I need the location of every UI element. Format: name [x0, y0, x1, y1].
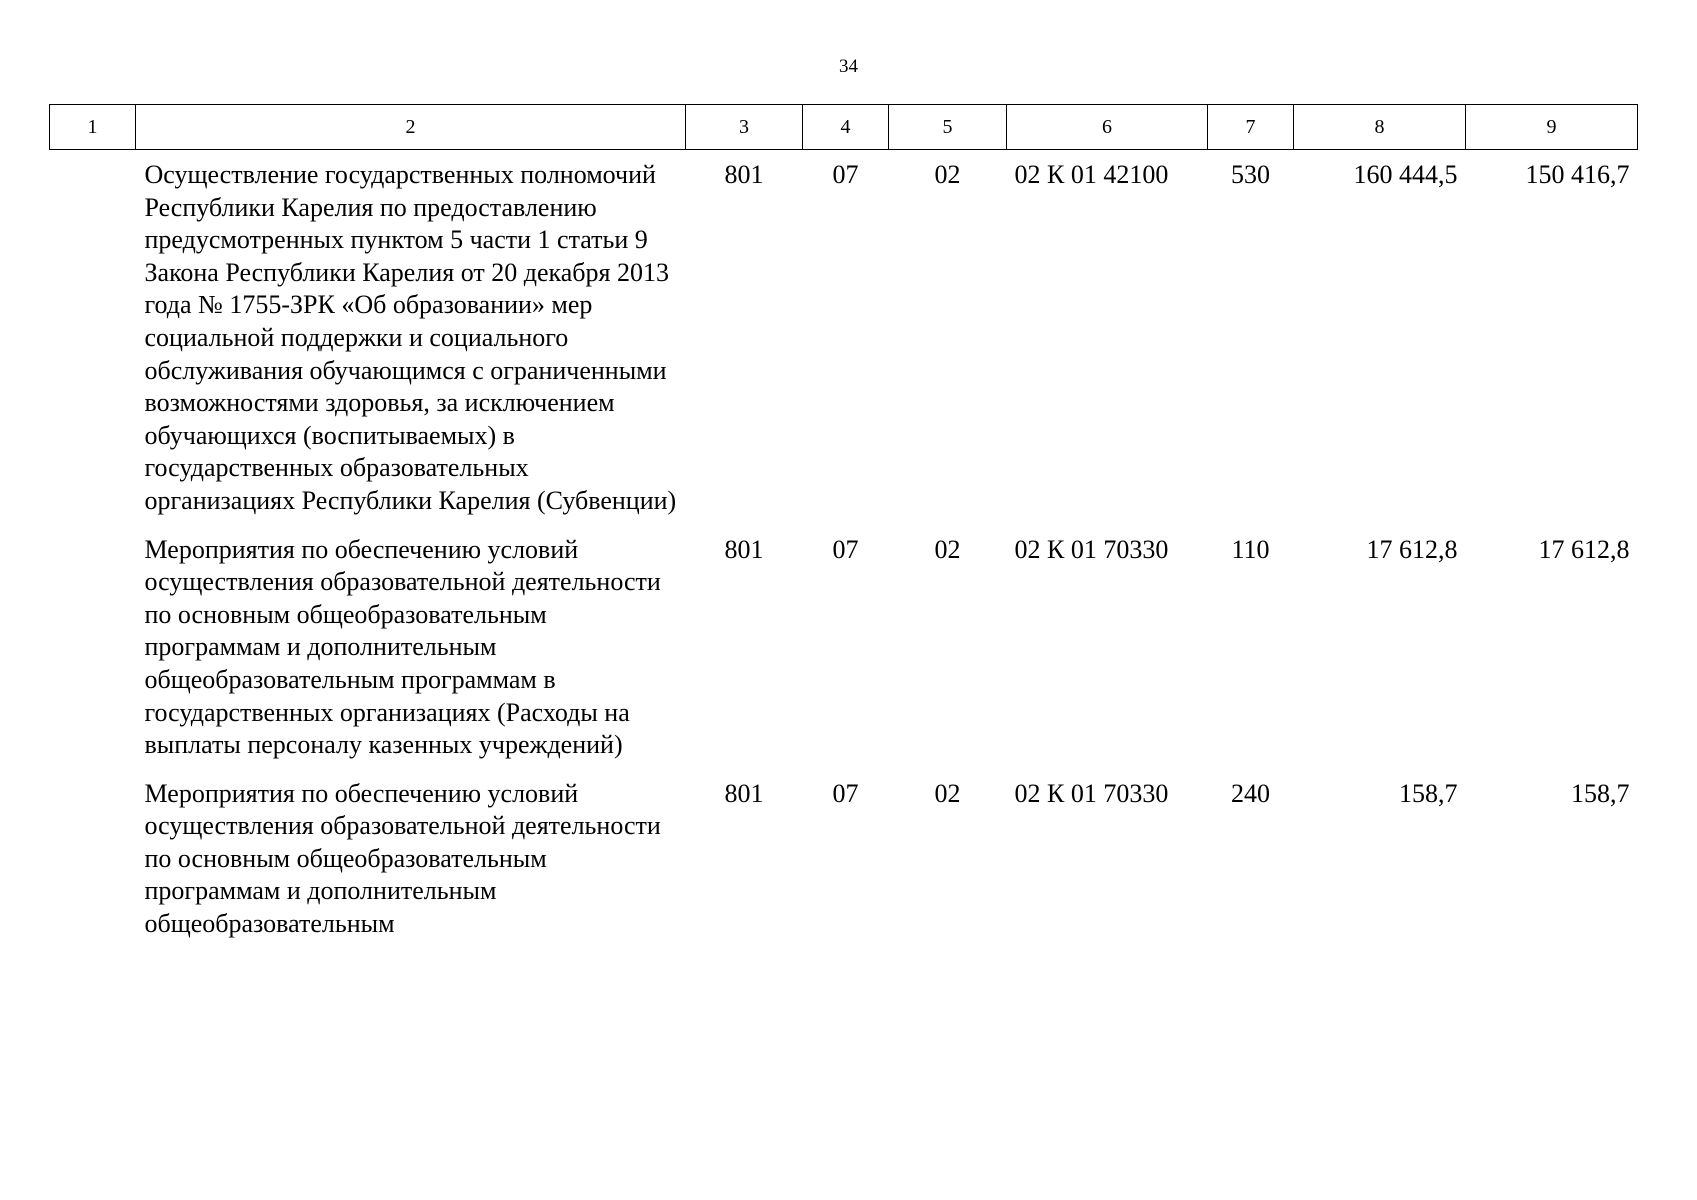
row-col-4: 07	[832, 534, 859, 564]
row-description: Осуществление государственных полномочий Республики Карелия по предоставлению предусмотренных пунктом 5 части 1 статьи 9 Закона Республики Карелия от 20 декабря 2013 года № 1755-ЗРК «Об образовании» мер социальной поддержки и социального обслуживания обучающимся с ограниченными возможностями здоровья, за исключением обучающихся (воспитываемых) в государственных образовательных организациях Республики Карелия (Субвенции)	[144, 160, 677, 515]
header-col-3: 3	[686, 105, 803, 150]
header-col-8: 8	[1294, 105, 1466, 150]
row-col-7: 530	[1231, 160, 1270, 189]
row-col-4: 07	[832, 160, 859, 189]
row-col-7: 110	[1231, 534, 1270, 564]
header-col-4: 4	[803, 105, 889, 150]
table-row	[50, 150, 1638, 534]
header-col-9: 9	[1466, 105, 1638, 150]
row-col-3: 801	[724, 160, 764, 189]
table-row	[50, 778, 1638, 941]
row-col-8: 17 612,8	[1366, 534, 1458, 564]
row-col-7: 240	[1231, 778, 1270, 808]
table-header	[50, 105, 1638, 150]
row-col-5: 02	[934, 778, 961, 808]
row-col-3: 801	[724, 778, 764, 808]
page-number: 34	[839, 56, 858, 77]
row-col-9: 17 612,8	[1538, 534, 1630, 564]
header-col-6: 6	[1007, 105, 1208, 150]
table-row	[50, 534, 1638, 778]
row-col-4: 07	[832, 778, 859, 808]
row-col-5: 02	[934, 160, 961, 189]
row-col-8: 158,7	[1399, 778, 1458, 808]
row-col-3: 801	[724, 534, 764, 564]
row-col-6: 02 К 01 42100	[1014, 160, 1169, 189]
row-col-6: 02 К 01 70330	[1014, 778, 1169, 808]
row-col-9: 150 416,7	[1525, 160, 1630, 189]
header-col-5: 5	[889, 105, 1007, 150]
table-body	[50, 150, 1638, 941]
header-col-2: 2	[136, 105, 686, 150]
row-description: Мероприятия по обеспечению условий осуществления образовательной деятельности по основным общеобразовательным программам и дополнительным общеобразовательным	[144, 778, 661, 939]
row-col-8: 160 444,5	[1353, 160, 1458, 189]
row-col-1	[50, 778, 136, 941]
row-col-5: 02	[934, 534, 961, 564]
row-description: Мероприятия по обеспечению условий осуществления образовательной деятельности по основным общеобразовательным программам и дополнительным общеобразовательным программам в государственных организациях (Расходы на выплаты персоналу казенных учреждений)	[144, 534, 661, 760]
header-col-7: 7	[1208, 105, 1294, 150]
header-row	[50, 105, 1638, 150]
row-col-1	[50, 534, 136, 778]
row-col-1	[50, 150, 136, 534]
row-col-6: 02 К 01 70330	[1014, 534, 1169, 564]
row-col-9: 158,7	[1571, 778, 1630, 808]
header-col-1: 1	[50, 105, 136, 150]
budget-table	[49, 104, 1638, 941]
